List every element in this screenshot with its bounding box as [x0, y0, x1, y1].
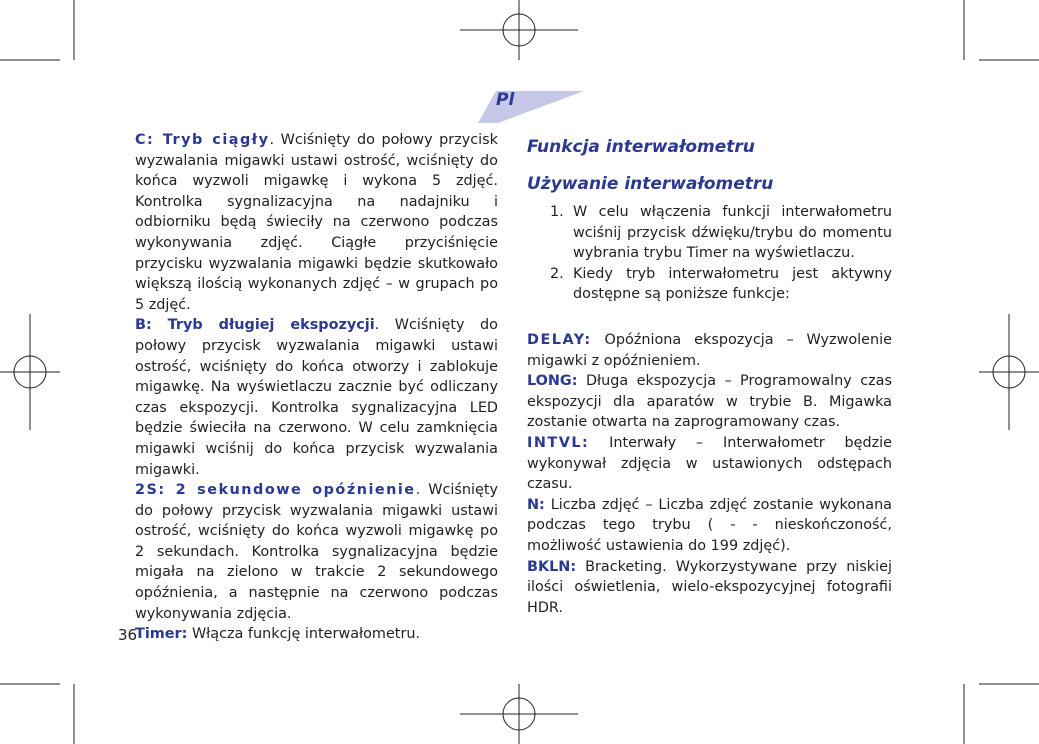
definition-term: BKLN:	[527, 558, 577, 575]
mode-description: Wciśnięty do połowy przycisk wyzwalania migawki ustawi ostrość, wciśnięty do końca wyzwoli migawkę po 2 sekundach. Kontrolka sygnalizacyjna będzie migała na zielono w trakcie 2 sekundowego opóźnienia, a następnie na czerwono podczas wykonywania zdjęcia.	[135, 482, 498, 622]
step-text: W celu włączenia funkcji interwałometru wciśnij przycisk dźwięku/trybu do momentu wybrania trybu Timer na wyświetlaczu.	[573, 204, 892, 262]
language-tab	[478, 89, 584, 123]
definition-text: Opóźniona ekspozycja – Wyzwolenie migawki z opóźnieniem.	[527, 331, 892, 369]
definition-term: DELAY:	[527, 331, 592, 348]
mode-description: Wciśnięty do połowy przycisk wyzwalania migawki ustawi ostrość, wciśnięty do końca wyzwoli migawkę i wykona 5 zdjęć. Kontrolka sygnalizacyjna na nadajniku i odbiorniku będą świeciły na czerwono podczas wykonywania zdjęć. Ciągłe przyciśnięcie przycisku wyzwalania migawki będzie skutkowało większą ilością wykonanych zdjęć – w grupach po 5 zdjęć.	[135, 132, 499, 313]
definition-text: Liczba zdjęć – Liczba zdjęć zostanie wykonana podczas tego trybu ( - - nieskończoność, możliwość ustawienia do 199 zdjęć).	[527, 496, 893, 554]
step-number: 2.	[550, 265, 564, 282]
definition-term: N:	[527, 496, 545, 513]
step-text: Kiedy tryb interwałometru jest aktywny dostępne są poniższe funkcje:	[573, 265, 892, 303]
mode-description: Wciśnięty do połowy przycisk wyzwalania migawki ustawi ostrość, wciśnięty do końca otworzy i zablokuje migawkę. Na wyświetlaczu zacznie być odliczany czas ekspozycji. Kontrolka sygnalizacyjna LED będzie świeciła na czerwono. W celu zamknięcia migawki wciśnij do końca przycisk wyzwalania migawki.	[135, 317, 498, 478]
steps-list	[527, 202, 892, 305]
left-column	[135, 130, 498, 645]
right-column	[527, 135, 892, 618]
definition-text: Długa ekspozycja – Programowalny czas ekspozycji dla aparatów w trybie B. Migawka zostanie otwarta na zaprogramowany czas.	[527, 373, 892, 431]
page-number: 36	[118, 626, 138, 644]
mode-description: Włącza funkcję interwałometru.	[191, 626, 421, 643]
mode-term: Timer:	[135, 626, 188, 643]
definition-text: Bracketing. Wykorzystywane przy niskiej ilości oświetlenia, wielo-ekspozycyjnej fotografii HDR.	[527, 558, 892, 616]
definition-bkln	[527, 557, 892, 619]
mode-item-2s-delay: 2S: 2 sekundowe opóźnienie. Wciśnięty do połowy przycisk wyzwalania migawki ustawi ostrość, wciśnięty do końca wyzwoli migawkę po 2 sekundach. Kontrolka sygnalizacyjna będzie migała na zielono w trakcie 2 sekundowego opóźnienia, a następnie na czerwono podczas wykonywania zdjęcia.	[135, 482, 498, 622]
section-title: Funkcja interwałometru	[527, 137, 755, 157]
mode-item-timer	[135, 624, 498, 645]
mode-item-continuous: C: Tryb ciągły. Wciśnięty do połowy przycisk wyzwalania migawki ustawi ostrość, wciśnięty do końca wyzwoli migawkę i wykona 5 zdjęć. Kontrolka sygnalizacyjna na nadajniku i odbiorniku będą świeciły na czerwono podczas wykonywania zdjęć. Ciągłe przyciśnięcie przycisku wyzwalania migawki będzie skutkowało większą ilością wykonanych zdjęć – w grupach po 5 zdjęć.	[135, 132, 499, 313]
section-subtitle: Używanie interwałometru	[527, 174, 774, 194]
definition-term: INTVL:	[527, 434, 590, 451]
definition-n	[527, 495, 892, 557]
function-definitions	[527, 330, 892, 618]
list-item	[527, 264, 892, 305]
definition-term: LONG:	[527, 373, 578, 390]
definition-text: Interwały – Interwałometr będzie wykonywał zdjęcia w ustawionych odstępach czasu.	[527, 434, 893, 493]
definition-intvl	[527, 433, 892, 495]
list-item	[527, 202, 892, 264]
language-label: Pl	[496, 90, 515, 110]
step-number: 1.	[550, 204, 564, 220]
mode-item-long-exposure: B: Tryb długiej ekspozycji. Wciśnięty do połowy przycisk wyzwalania migawki ustawi ostrość, wciśnięty do końca otworzy i zablokuje migawkę. Na wyświetlaczu zacznie być odliczany czas ekspozycji. Kontrolka sygnalizacyjna LED będzie świeciła na czerwono. W celu zamknięcia migawki wciśnij do końca przycisk wyzwalania migawki.	[135, 317, 498, 478]
definition-delay	[527, 330, 892, 371]
mode-term: B: Tryb długiej ekspozycji	[135, 317, 375, 334]
definition-long	[527, 371, 892, 433]
mode-term: C: Tryb ciągły	[135, 132, 270, 148]
mode-term: 2S: 2 sekundowe opóźnienie	[135, 482, 416, 499]
